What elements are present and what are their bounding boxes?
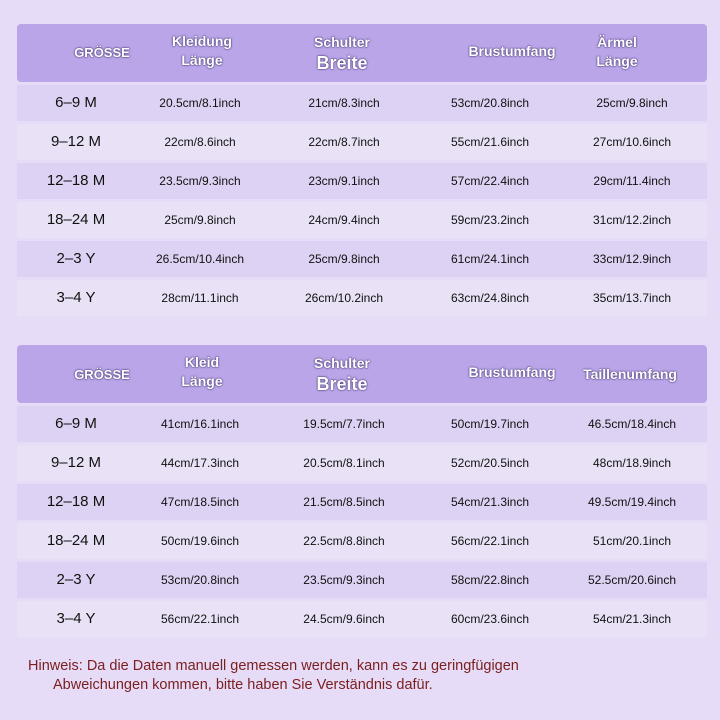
- size-cell: 12–18 M: [46, 172, 106, 189]
- table-row: [17, 484, 707, 520]
- header-shoulder: Schulter Breite: [313, 355, 370, 394]
- table-row: [17, 562, 707, 598]
- sleeve-cell: 35cm/13.7inch: [592, 291, 672, 305]
- chest-cell: 60cm/23.6inch: [450, 612, 530, 626]
- waist-cell: 46.5cm/18.4inch: [587, 417, 677, 431]
- sleeve-cell: 27cm/10.6inch: [592, 135, 672, 149]
- header-size: GRÖSSE: [74, 45, 130, 60]
- chest-cell: 57cm/22.4inch: [450, 174, 530, 188]
- shoulder-cell: 20.5cm/8.1inch: [303, 456, 385, 470]
- sleeve-cell: 29cm/11.4inch: [593, 174, 671, 188]
- chest-cell: 53cm/20.8inch: [450, 96, 530, 110]
- size-cell: 12–18 M: [46, 493, 106, 510]
- measurement-note: [28, 657, 668, 695]
- length-cell: 44cm/17.3inch: [160, 456, 240, 470]
- chest-cell: 59cm/23.2inch: [450, 213, 530, 227]
- table-row: [17, 406, 707, 442]
- table-row: [17, 280, 707, 316]
- size-table-dress: [17, 345, 707, 637]
- size-cell: 3–4 Y: [56, 289, 96, 306]
- chest-cell: 58cm/22.8inch: [450, 573, 530, 587]
- sleeve-cell: 33cm/12.9inch: [592, 252, 672, 266]
- table-row: [17, 124, 707, 160]
- table-row: [17, 202, 707, 238]
- size-cell: 6–9 M: [55, 415, 97, 432]
- length-cell: 23.5cm/9.3inch: [159, 174, 241, 188]
- table-row: [17, 241, 707, 277]
- chest-cell: 50cm/19.7inch: [450, 417, 530, 431]
- length-cell: 56cm/22.1inch: [160, 612, 240, 626]
- table-row: [17, 601, 707, 637]
- waist-cell: 48cm/18.9inch: [592, 456, 672, 470]
- waist-cell: 51cm/20.1inch: [592, 534, 672, 548]
- shoulder-cell: 23cm/9.1inch: [308, 174, 380, 188]
- size-cell: 3–4 Y: [56, 610, 96, 627]
- length-cell: 41cm/16.1inch: [160, 417, 240, 431]
- header-size: GRÖSSE: [74, 367, 130, 382]
- length-cell: 26.5cm/10.4inch: [155, 252, 245, 266]
- shoulder-cell: 25cm/9.8inch: [308, 252, 380, 266]
- chest-cell: 63cm/24.8inch: [450, 291, 530, 305]
- shoulder-cell: 24.5cm/9.6inch: [303, 612, 385, 626]
- waist-cell: 49.5cm/19.4inch: [587, 495, 677, 509]
- length-cell: 25cm/9.8inch: [164, 213, 236, 227]
- table-header: [17, 24, 707, 82]
- note-line-1: Hinweis: Da die Daten manuell gemessen werden, kann es zu geringfügigen: [28, 658, 519, 674]
- chest-cell: 55cm/21.6inch: [450, 135, 530, 149]
- sleeve-cell: 31cm/12.2inch: [592, 213, 672, 227]
- shoulder-cell: 19.5cm/7.7inch: [303, 417, 385, 431]
- header-length: Kleid Länge: [181, 354, 223, 389]
- shoulder-cell: 21cm/8.3inch: [308, 96, 380, 110]
- length-cell: 28cm/11.1inch: [161, 291, 239, 305]
- chest-cell: 54cm/21.3inch: [450, 495, 530, 509]
- header-length: Kleidung Länge: [172, 33, 232, 68]
- table-header: [17, 345, 707, 403]
- table-row: [17, 523, 707, 559]
- waist-cell: 52.5cm/20.6inch: [587, 573, 677, 587]
- length-cell: 20.5cm/8.1inch: [159, 96, 241, 110]
- chest-cell: 61cm/24.1inch: [450, 252, 530, 266]
- chest-cell: 56cm/22.1inch: [450, 534, 530, 548]
- size-cell: 18–24 M: [46, 211, 106, 228]
- size-table-clothing: [17, 24, 707, 316]
- header-waist: Taillenumfang: [583, 366, 677, 382]
- size-cell: 2–3 Y: [56, 571, 96, 588]
- size-cell: 2–3 Y: [56, 250, 96, 267]
- size-cell: 6–9 M: [55, 94, 97, 111]
- length-cell: 53cm/20.8inch: [160, 573, 240, 587]
- header-chest: Brustumfang: [468, 364, 556, 380]
- table-row: [17, 85, 707, 121]
- table-row: [17, 445, 707, 481]
- length-cell: 22cm/8.6inch: [164, 135, 236, 149]
- shoulder-cell: 23.5cm/9.3inch: [303, 573, 385, 587]
- chest-cell: 52cm/20.5inch: [450, 456, 530, 470]
- table-row: [17, 163, 707, 199]
- size-cell: 9–12 M: [50, 454, 102, 471]
- waist-cell: 54cm/21.3inch: [592, 612, 672, 626]
- shoulder-cell: 24cm/9.4inch: [308, 213, 380, 227]
- header-sleeve: Ärmel Länge: [596, 34, 638, 69]
- shoulder-cell: 22cm/8.7inch: [308, 135, 380, 149]
- shoulder-cell: 22.5cm/8.8inch: [303, 534, 385, 548]
- size-cell: 18–24 M: [46, 532, 106, 549]
- shoulder-cell: 26cm/10.2inch: [304, 291, 384, 305]
- length-cell: 50cm/19.6inch: [160, 534, 240, 548]
- shoulder-cell: 21.5cm/8.5inch: [303, 495, 385, 509]
- sleeve-cell: 25cm/9.8inch: [596, 96, 668, 110]
- header-chest: Brustumfang: [468, 43, 556, 59]
- header-shoulder: Schulter Breite: [313, 34, 370, 73]
- size-cell: 9–12 M: [50, 133, 102, 150]
- length-cell: 47cm/18.5inch: [160, 495, 240, 509]
- note-line-2: Abweichungen kommen, bitte haben Sie Verständnis dafür.: [53, 677, 433, 693]
